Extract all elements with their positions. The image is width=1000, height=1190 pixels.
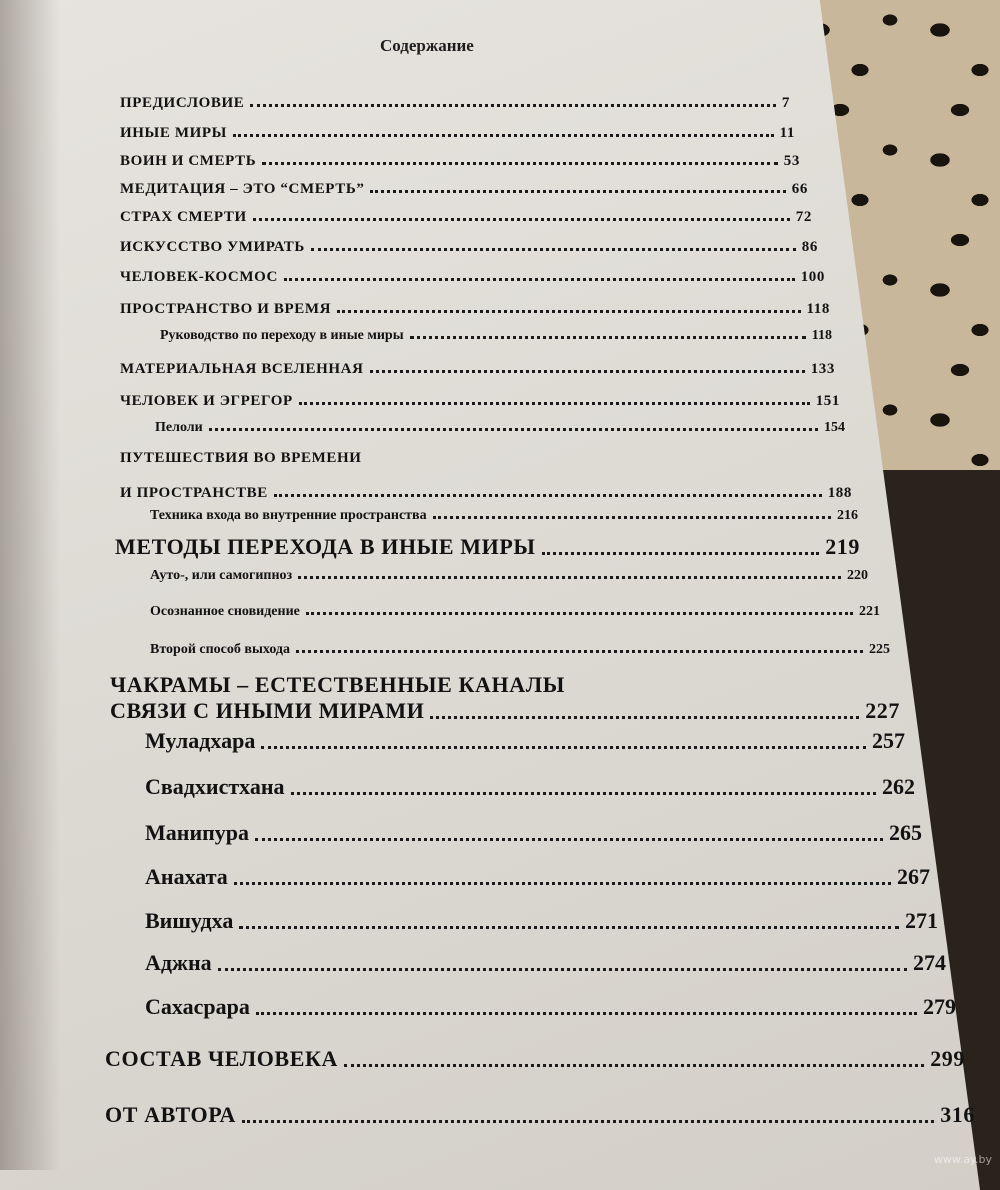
toc-entry-title: Второй способ выхода — [150, 642, 291, 657]
dot-leader — [298, 576, 841, 579]
toc-entry-page-number: 66 — [791, 181, 808, 197]
toc-entry-title: Осознанное сновидение — [150, 604, 300, 619]
toc-entry — [145, 866, 930, 890]
toc-entry — [155, 412, 845, 436]
toc-entry-page-number: 221 — [859, 604, 880, 619]
toc-entry-title: Ауто-, или самогипноз — [150, 568, 293, 583]
toc-entry-title: ЧЕЛОВЕК-КОСМОС — [120, 269, 278, 285]
toc-entry-title: Аджна — [145, 950, 212, 975]
dot-leader — [253, 218, 790, 221]
toc-entry — [120, 354, 835, 378]
toc-entry — [145, 910, 938, 934]
page-spine-shadow — [0, 0, 60, 1170]
dot-leader — [218, 968, 907, 971]
toc-entry-page-number: 118 — [811, 328, 832, 343]
toc-entry-title: Руководство по переходу в иные миры — [160, 328, 404, 343]
toc-entry — [105, 1104, 975, 1128]
dot-leader — [542, 552, 820, 555]
toc-entry-title: И ПРОСТРАНСТВЕ — [120, 485, 268, 501]
toc-entry-page-number: 188 — [827, 485, 852, 501]
toc-entry — [145, 996, 956, 1020]
toc-entry-page-number: 265 — [889, 820, 922, 845]
toc-entry-page-number: 220 — [847, 568, 868, 583]
dot-leader — [242, 1120, 934, 1123]
toc-entry-title: Сахасрара — [145, 994, 250, 1019]
dot-leader — [209, 428, 818, 431]
toc-entry-title: Анахата — [145, 864, 228, 889]
toc-entry-title: СВЯЗИ С ИНЫМИ МИРАМИ — [110, 698, 425, 723]
toc-entry-title: МАТЕРИАЛЬНАЯ ВСЕЛЕННАЯ — [120, 361, 364, 377]
toc-entry-page-number: 257 — [872, 728, 905, 753]
dot-leader — [234, 882, 891, 885]
dot-leader — [284, 278, 795, 281]
dot-leader — [262, 162, 778, 165]
dot-leader — [410, 336, 806, 339]
toc-entry — [120, 478, 852, 502]
dot-leader — [256, 1012, 917, 1015]
toc-entry-title: СОСТАВ ЧЕЛОВЕКА — [105, 1046, 339, 1071]
dot-leader — [306, 612, 853, 615]
toc-entry-title: Муладхара — [145, 728, 256, 753]
toc-entry — [150, 560, 868, 584]
toc-entry-page-number: 53 — [783, 153, 800, 169]
toc-entry-title: Пелоли — [155, 420, 203, 435]
toc-entry — [150, 596, 880, 620]
toc-entry-title: Свадхистхана — [145, 774, 285, 799]
toc-entry-page-number: 219 — [825, 534, 860, 559]
toc-entry-title: МЕДИТАЦИЯ – ЭТО “СМЕРТЬ” — [120, 181, 365, 197]
toc-entry — [120, 118, 795, 142]
toc-entry-title: ПРОСТРАНСТВО И ВРЕМЯ — [120, 301, 332, 317]
toc-entry — [160, 320, 832, 344]
toc-entry-page-number: 225 — [869, 642, 890, 657]
dot-leader — [370, 370, 805, 373]
toc-entry-page-number: 216 — [837, 508, 858, 523]
toc-entry-page-number: 133 — [810, 361, 835, 377]
dot-leader — [261, 746, 866, 749]
toc-entry-title: ОТ АВТОРА — [105, 1102, 236, 1127]
toc-entry-page-number: 7 — [781, 95, 790, 111]
toc-entry — [145, 730, 905, 754]
dot-leader — [430, 716, 859, 719]
toc-entry — [120, 262, 825, 286]
toc-entry-page-number: 316 — [940, 1102, 975, 1127]
toc-entry — [145, 822, 922, 846]
toc-entry — [110, 700, 900, 724]
toc-entry-page-number: 279 — [923, 994, 956, 1019]
toc-entry-page-number: 86 — [801, 239, 818, 255]
dot-leader — [311, 248, 796, 251]
toc-entry — [120, 146, 800, 170]
toc-entry-page-number: 100 — [800, 269, 825, 285]
toc-entry-page-number: 267 — [897, 864, 930, 889]
toc-entry-title: Техника входа во внутренние пространства — [150, 508, 427, 523]
toc-entry — [120, 88, 790, 112]
toc-entry — [120, 174, 808, 198]
dot-leader — [433, 516, 831, 519]
toc-entry-title: СТРАХ СМЕРТИ — [120, 209, 247, 225]
toc-entry-page-number: 11 — [779, 125, 795, 141]
toc-entry-page-number: 227 — [865, 698, 900, 723]
toc-entry — [120, 232, 818, 256]
dot-leader — [299, 402, 810, 405]
toc-entry — [120, 386, 840, 410]
toc-entry-title-line1: ПУТЕШЕСТВИЯ ВО ВРЕМЕНИ — [120, 450, 362, 466]
dot-leader — [370, 190, 785, 193]
toc-entry-title: Манипура — [145, 820, 250, 845]
toc-entry — [145, 952, 946, 976]
toc-entry-page-number: 262 — [882, 774, 915, 799]
dot-leader — [239, 926, 899, 929]
toc-entry — [105, 1048, 965, 1072]
toc-entry — [150, 500, 858, 524]
toc-entry-title: ИСКУССТВО УМИРАТЬ — [120, 239, 305, 255]
toc-entry-title: ПРЕДИСЛОВИЕ — [120, 95, 245, 111]
toc-heading: Содержание — [380, 36, 474, 55]
toc-entry — [145, 776, 915, 800]
toc-entry-page-number: 271 — [905, 908, 938, 933]
dot-leader — [344, 1064, 924, 1067]
toc-entry-page-number: 118 — [806, 301, 830, 317]
toc-entry-title: ЧЕЛОВЕК И ЭГРЕГОР — [120, 393, 293, 409]
toc-entry-page-number: 154 — [824, 420, 845, 435]
toc-entry-title: ИНЫЕ МИРЫ — [120, 125, 227, 141]
toc-entry — [120, 294, 830, 318]
dot-leader — [296, 650, 863, 653]
dot-leader — [255, 838, 883, 841]
dot-leader — [250, 104, 775, 107]
toc-entry-title: Вишудха — [145, 908, 234, 933]
dot-leader — [337, 310, 801, 313]
toc-entry — [150, 634, 890, 658]
toc-entry-page-number: 274 — [913, 950, 946, 975]
toc-entry-page-number: 72 — [795, 209, 812, 225]
toc-entry-title-line1: ЧАКРАМЫ – ЕСТЕСТВЕННЫЕ КАНАЛЫ — [110, 672, 565, 697]
toc-entry — [120, 202, 812, 226]
dot-leader — [274, 494, 822, 497]
dot-leader — [233, 134, 774, 137]
toc-entry-page-number: 299 — [930, 1046, 965, 1071]
watermark: www.ay.by — [933, 1153, 992, 1166]
toc-entry-title: МЕТОДЫ ПЕРЕХОДА В ИНЫЕ МИРЫ — [115, 534, 536, 559]
toc-entry — [115, 536, 860, 560]
dot-leader — [291, 792, 876, 795]
toc-entry-title: ВОИН И СМЕРТЬ — [120, 153, 257, 169]
toc-entry-page-number: 151 — [815, 393, 840, 409]
